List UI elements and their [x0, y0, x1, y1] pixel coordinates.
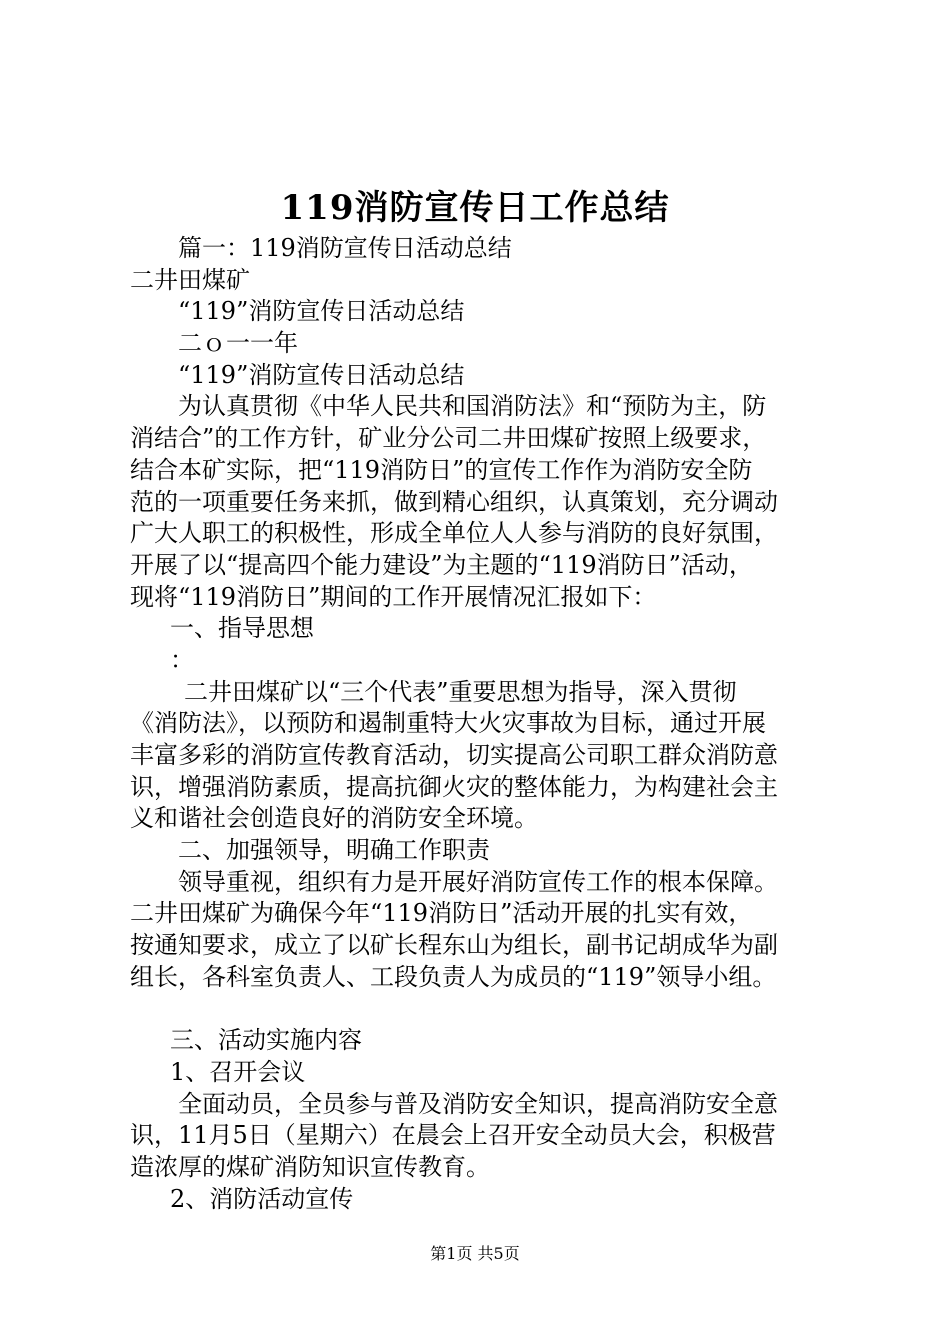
text-line: 二、加强领导，明确工作职责: [178, 836, 490, 865]
text-line: 三、活动实施内容: [170, 1026, 362, 1055]
text-line: 丰富多彩的消防宣传教育活动，切实提高公司职工群众消防意: [130, 741, 778, 769]
text-line: 二ｏ一一年: [178, 329, 298, 358]
document-title: 119消防宣传日工作总结: [280, 188, 670, 228]
text-line: 范的一项重要任务来抓，做到精心组织，认真策划，充分调动: [130, 487, 778, 516]
text-line: 一、指导思想: [170, 614, 314, 643]
text-line: 2、消防活动宣传: [170, 1184, 354, 1213]
text-line: 1、召开会议: [170, 1057, 306, 1086]
blank-line: [130, 994, 830, 1026]
text-line: 造浓厚的煤矿消防知识宣传教育。: [130, 1152, 490, 1181]
text-line: 《消防法》，以预防和遏制重特大火灾事故为目标，通过开展: [130, 709, 766, 738]
page-footer: 第1页 共5页: [430, 1244, 520, 1263]
text-line: 二井田煤矿为确保今年“119消防日”活动开展的扎实有效，: [130, 899, 753, 928]
text-line: 义和谐社会创造良好的消防安全环境。: [130, 804, 538, 833]
text-line: 结合本矿实际，把“119消防日”的宣传工作作为消防安全防: [130, 455, 753, 484]
text-line: 为认真贯彻《中华人民共和国消防法》和“预防为主，防: [178, 392, 767, 421]
text-line: 按通知要求，成立了以矿长程东山为组长，副书记胡成华为副: [130, 931, 778, 960]
text-line: 二井田煤矿: [130, 265, 250, 294]
text-line: ：: [170, 645, 194, 674]
text-line: 识，增强消防素质，提高抗御火灾的整体能力，为构建社会主: [130, 772, 778, 801]
text-line: 二井田煤矿以“三个代表”重要思想为指导，深入贯彻: [184, 677, 737, 706]
text-line: 现将“119消防日”期间的工作开展情况汇报如下：: [130, 582, 657, 611]
document-body: [130, 233, 830, 1215]
text-line: 全面动员，全员参与普及消防安全知识，提高消防安全意: [178, 1089, 778, 1118]
text-line: “119”消防宣传日活动总结: [178, 360, 465, 389]
text-line: 组长，各科室负责人、工段负责人为成员的“119”领导小组。: [130, 962, 777, 991]
text-line: 识，11月5日（星期六）在晨会上召开安全动员大会，积极营: [130, 1121, 776, 1150]
text-line: 篇一：119消防宣传日活动总结: [178, 234, 512, 262]
text-line: 领导重视，组织有力是开展好消防宣传工作的根本保障。: [178, 867, 778, 896]
text-line: 广大人职工的积极性，形成全单位人人参与消防的良好氛围，: [130, 519, 778, 548]
text-line: 开展了以“提高四个能力建设”为主题的“119消防日”活动，: [130, 550, 753, 579]
text-line: 消结合”的工作方针，矿业分公司二井田煤矿按照上级要求，: [130, 424, 767, 453]
text-line: “119”消防宣传日活动总结: [178, 297, 465, 326]
